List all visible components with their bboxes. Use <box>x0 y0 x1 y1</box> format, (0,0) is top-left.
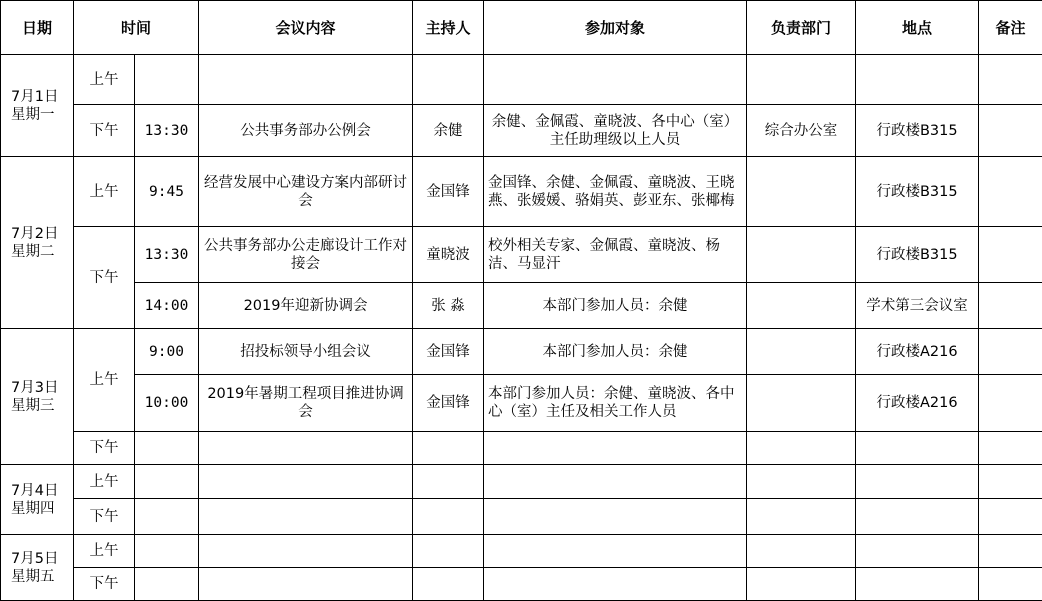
content-cell <box>199 499 413 535</box>
attendees-cell <box>484 465 747 499</box>
period-cell: 上午 <box>74 329 135 432</box>
header-row <box>1 1 1042 55</box>
table-row <box>1 375 1042 432</box>
table-row <box>1 432 1042 465</box>
attendees-cell <box>484 568 747 601</box>
attendees-cell <box>484 55 747 105</box>
notes-cell <box>979 283 1042 329</box>
header-notes: 备注 <box>979 1 1042 55</box>
notes-cell <box>979 105 1042 157</box>
date-text: 7月1日 <box>11 88 71 106</box>
header-attendees: 参加对象 <box>484 1 747 55</box>
time-cell: 13:30 <box>135 227 199 283</box>
weekday-text: 星期一 <box>11 106 71 124</box>
table-row <box>1 55 1042 105</box>
host-cell: 张 淼 <box>413 283 484 329</box>
time-cell <box>135 432 199 465</box>
period-cell: 上午 <box>74 55 135 105</box>
date-cell <box>1 329 74 465</box>
host-cell: 童晓波 <box>413 227 484 283</box>
host-cell <box>413 568 484 601</box>
location-cell <box>856 535 979 568</box>
attendees-cell <box>484 535 747 568</box>
content-cell <box>199 568 413 601</box>
period-cell: 下午 <box>74 105 135 157</box>
date-cell <box>1 157 74 329</box>
dept-cell <box>747 55 856 105</box>
time-cell: 14:00 <box>135 283 199 329</box>
dept-cell <box>747 157 856 227</box>
attendees-cell: 校外相关专家、金佩霞、童晓波、杨洁、马显汗 <box>484 227 747 283</box>
content-cell <box>199 432 413 465</box>
location-cell <box>856 499 979 535</box>
notes-cell <box>979 375 1042 432</box>
attendees-cell <box>484 499 747 535</box>
attendees-cell: 本部门参加人员：余健、童晓波、各中心（室）主任及相关工作人员 <box>484 375 747 432</box>
content-cell: 2019年暑期工程项目推进协调会 <box>199 375 413 432</box>
location-cell <box>856 465 979 499</box>
dept-cell <box>747 499 856 535</box>
table-row <box>1 329 1042 375</box>
period-cell: 下午 <box>74 499 135 535</box>
table-row <box>1 535 1042 568</box>
time-cell: 9:45 <box>135 157 199 227</box>
date-text: 7月4日 <box>11 482 71 500</box>
location-cell: 行政楼B315 <box>856 157 979 227</box>
header-location: 地点 <box>856 1 979 55</box>
dept-cell <box>747 283 856 329</box>
content-cell: 公共事务部办公走廊设计工作对接会 <box>199 227 413 283</box>
location-cell: 学术第三会议室 <box>856 283 979 329</box>
attendees-cell: 余健、金佩霞、童晓波、各中心（室）主任助理级以上人员 <box>484 105 747 157</box>
notes-cell <box>979 55 1042 105</box>
time-cell <box>135 55 199 105</box>
content-cell: 经营发展中心建设方案内部研讨会 <box>199 157 413 227</box>
host-cell <box>413 535 484 568</box>
host-cell: 金国锋 <box>413 157 484 227</box>
content-cell <box>199 535 413 568</box>
time-cell: 10:00 <box>135 375 199 432</box>
date-cell <box>1 55 74 157</box>
weekday-text: 星期二 <box>11 243 71 261</box>
table-row <box>1 105 1042 157</box>
header-date: 日期 <box>1 1 74 55</box>
content-cell: 公共事务部办公例会 <box>199 105 413 157</box>
dept-cell <box>747 329 856 375</box>
header-host: 主持人 <box>413 1 484 55</box>
host-cell: 金国锋 <box>413 329 484 375</box>
attendees-cell: 金国锋、余健、金佩霞、童晓波、王晓燕、张媛媛、骆娟英、彭亚东、张椰梅 <box>484 157 747 227</box>
location-cell <box>856 568 979 601</box>
dept-cell <box>747 375 856 432</box>
date-text: 7月3日 <box>11 379 71 397</box>
location-cell: 行政楼A216 <box>856 329 979 375</box>
attendees-cell <box>484 432 747 465</box>
date-text: 7月5日 <box>11 550 71 568</box>
notes-cell <box>979 227 1042 283</box>
period-cell: 上午 <box>74 465 135 499</box>
content-cell <box>199 55 413 105</box>
notes-cell <box>979 465 1042 499</box>
content-cell: 2019年迎新协调会 <box>199 283 413 329</box>
notes-cell <box>979 329 1042 375</box>
time-cell <box>135 499 199 535</box>
dept-cell <box>747 465 856 499</box>
time-cell: 9:00 <box>135 329 199 375</box>
time-cell <box>135 535 199 568</box>
dept-cell <box>747 227 856 283</box>
weekday-text: 星期五 <box>11 568 71 586</box>
period-cell: 上午 <box>74 157 135 227</box>
table-row <box>1 283 1042 329</box>
period-cell: 下午 <box>74 568 135 601</box>
table-row <box>1 499 1042 535</box>
notes-cell <box>979 157 1042 227</box>
location-cell: 行政楼B315 <box>856 227 979 283</box>
date-cell <box>1 465 74 535</box>
host-cell <box>413 432 484 465</box>
dept-cell: 综合办公室 <box>747 105 856 157</box>
weekday-text: 星期三 <box>11 397 71 415</box>
header-dept: 负责部门 <box>747 1 856 55</box>
host-cell: 余健 <box>413 105 484 157</box>
period-cell: 下午 <box>74 432 135 465</box>
notes-cell <box>979 432 1042 465</box>
header-time: 时间 <box>74 1 199 55</box>
time-cell <box>135 465 199 499</box>
host-cell <box>413 55 484 105</box>
header-content: 会议内容 <box>199 1 413 55</box>
content-cell: 招投标领导小组会议 <box>199 329 413 375</box>
host-cell <box>413 499 484 535</box>
location-cell <box>856 432 979 465</box>
host-cell <box>413 465 484 499</box>
table-row <box>1 465 1042 499</box>
dept-cell <box>747 568 856 601</box>
attendees-cell: 本部门参加人员：余健 <box>484 329 747 375</box>
notes-cell <box>979 499 1042 535</box>
period-cell: 下午 <box>74 227 135 329</box>
notes-cell <box>979 568 1042 601</box>
date-cell <box>1 535 74 601</box>
attendees-cell: 本部门参加人员：余健 <box>484 283 747 329</box>
table-row <box>1 227 1042 283</box>
host-cell: 金国锋 <box>413 375 484 432</box>
location-cell: 行政楼A216 <box>856 375 979 432</box>
time-cell <box>135 568 199 601</box>
period-cell: 上午 <box>74 535 135 568</box>
table-row <box>1 568 1042 601</box>
dept-cell <box>747 535 856 568</box>
weekday-text: 星期四 <box>11 500 71 518</box>
notes-cell <box>979 535 1042 568</box>
time-cell: 13:30 <box>135 105 199 157</box>
content-cell <box>199 465 413 499</box>
table-row <box>1 157 1042 227</box>
date-text: 7月2日 <box>11 225 71 243</box>
location-cell <box>856 55 979 105</box>
location-cell: 行政楼B315 <box>856 105 979 157</box>
dept-cell <box>747 432 856 465</box>
